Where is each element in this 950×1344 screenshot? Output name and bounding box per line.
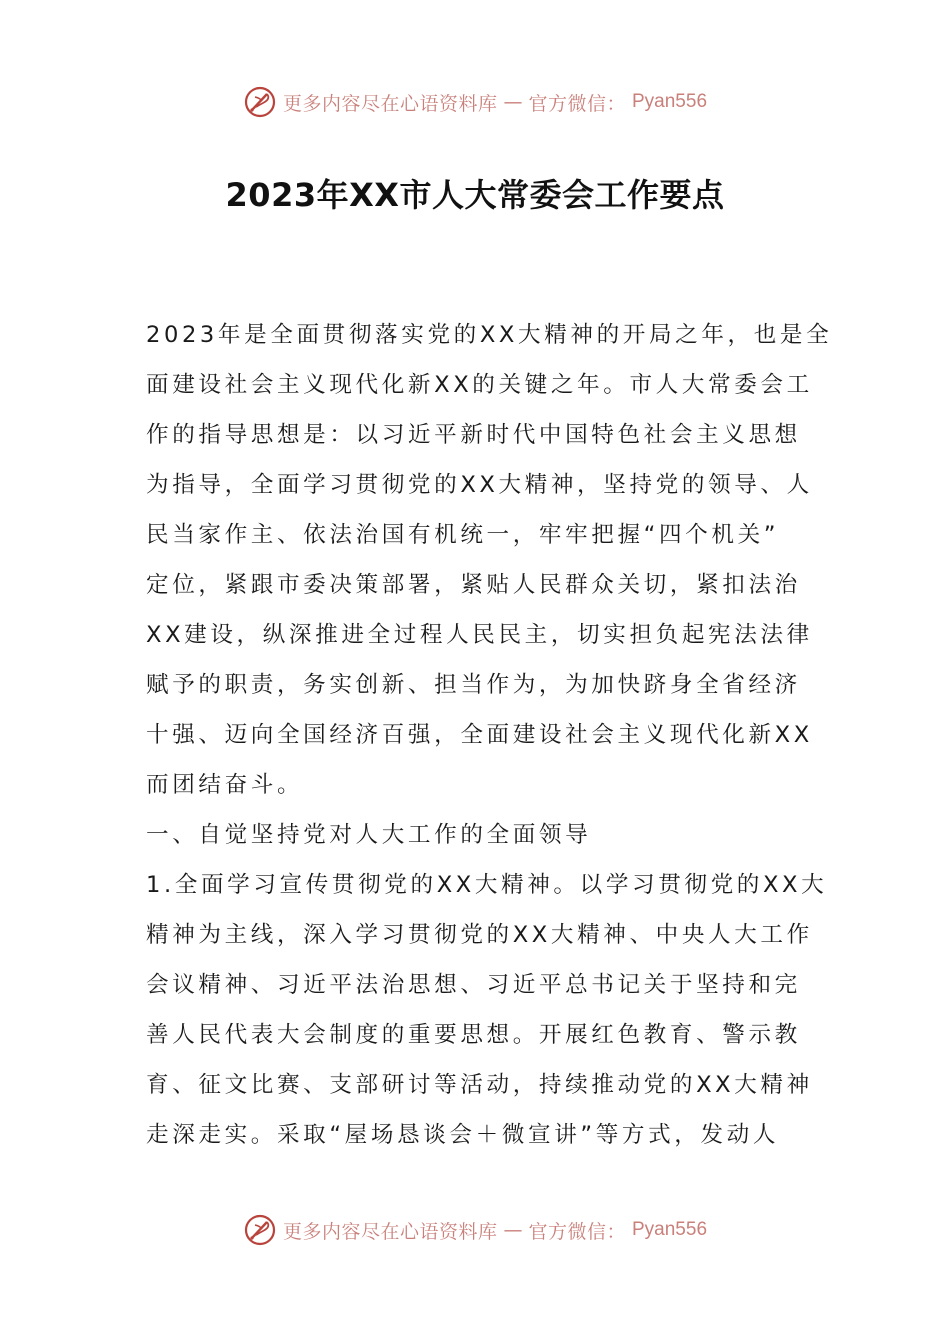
body-line: 走深走实。采取“屋场恳谈会＋微宣讲”等方式，发动人 <box>146 1122 780 1148</box>
body-line: 定位，紧跟市委决策部署，紧贴人民群众关切，紧扣法治 <box>146 572 801 598</box>
watermark-label: 官方微信： <box>528 92 626 115</box>
watermark-separator: — <box>503 91 523 113</box>
watermark-account: Pyan556 <box>632 1219 708 1240</box>
watermark-footer <box>0 1210 950 1250</box>
section-heading: 一、自觉坚持党对人大工作的全面领导 <box>146 822 592 848</box>
body-line: 民当家作主、依法治国有机统一，牢牢把握“四个机关” <box>146 522 780 548</box>
body-line: 面建设社会主义现代化新XX的关键之年。市人大常委会工 <box>146 372 813 398</box>
body-line: 1.全面学习宣传贯彻党的XX大精神。以学习贯彻党的XX大 <box>146 872 828 898</box>
body-line: 2023年是全面贯彻落实党的XX大精神的开局之年，也是全 <box>146 322 833 348</box>
body-line: 赋予的职责，务实创新、担当作为，为加快跻身全省经济 <box>146 672 801 698</box>
body-line: 育、征文比赛、支部研讨等活动，持续推动党的XX大精神 <box>146 1072 813 1098</box>
document-body <box>146 310 833 1160</box>
document-title: 2023年XX市人大常委会工作要点 <box>225 176 725 214</box>
body-line: 作的指导思想是：以习近平新时代中国特色社会主义思想 <box>146 422 801 448</box>
watermark-header <box>0 82 950 122</box>
watermark-separator: — <box>503 1219 523 1241</box>
quill-logo-icon <box>243 1213 277 1247</box>
body-line: 为指导，全面学习贯彻党的XX大精神，坚持党的领导、人 <box>146 472 813 498</box>
watermark-account: Pyan556 <box>632 91 708 112</box>
body-line: 会议精神、习近平法治思想、习近平总书记关于坚持和完 <box>146 972 801 998</box>
body-line: 善人民代表大会制度的重要思想。开展红色教育、警示教 <box>146 1022 801 1048</box>
body-line: 而团结奋斗。 <box>146 772 304 798</box>
watermark-text: 更多内容尽在心语资料库 <box>282 1220 498 1243</box>
watermark-text: 更多内容尽在心语资料库 <box>282 92 498 115</box>
body-line: XX建设，纵深推进全过程人民民主，切实担负起宪法法律 <box>146 622 813 648</box>
body-line: 十强、迈向全国经济百强，全面建设社会主义现代化新XX <box>146 722 813 748</box>
body-line: 精神为主线，深入学习贯彻党的XX大精神、中央人大工作 <box>146 922 813 948</box>
quill-logo-icon <box>243 85 277 119</box>
watermark-label: 官方微信： <box>528 1220 626 1243</box>
